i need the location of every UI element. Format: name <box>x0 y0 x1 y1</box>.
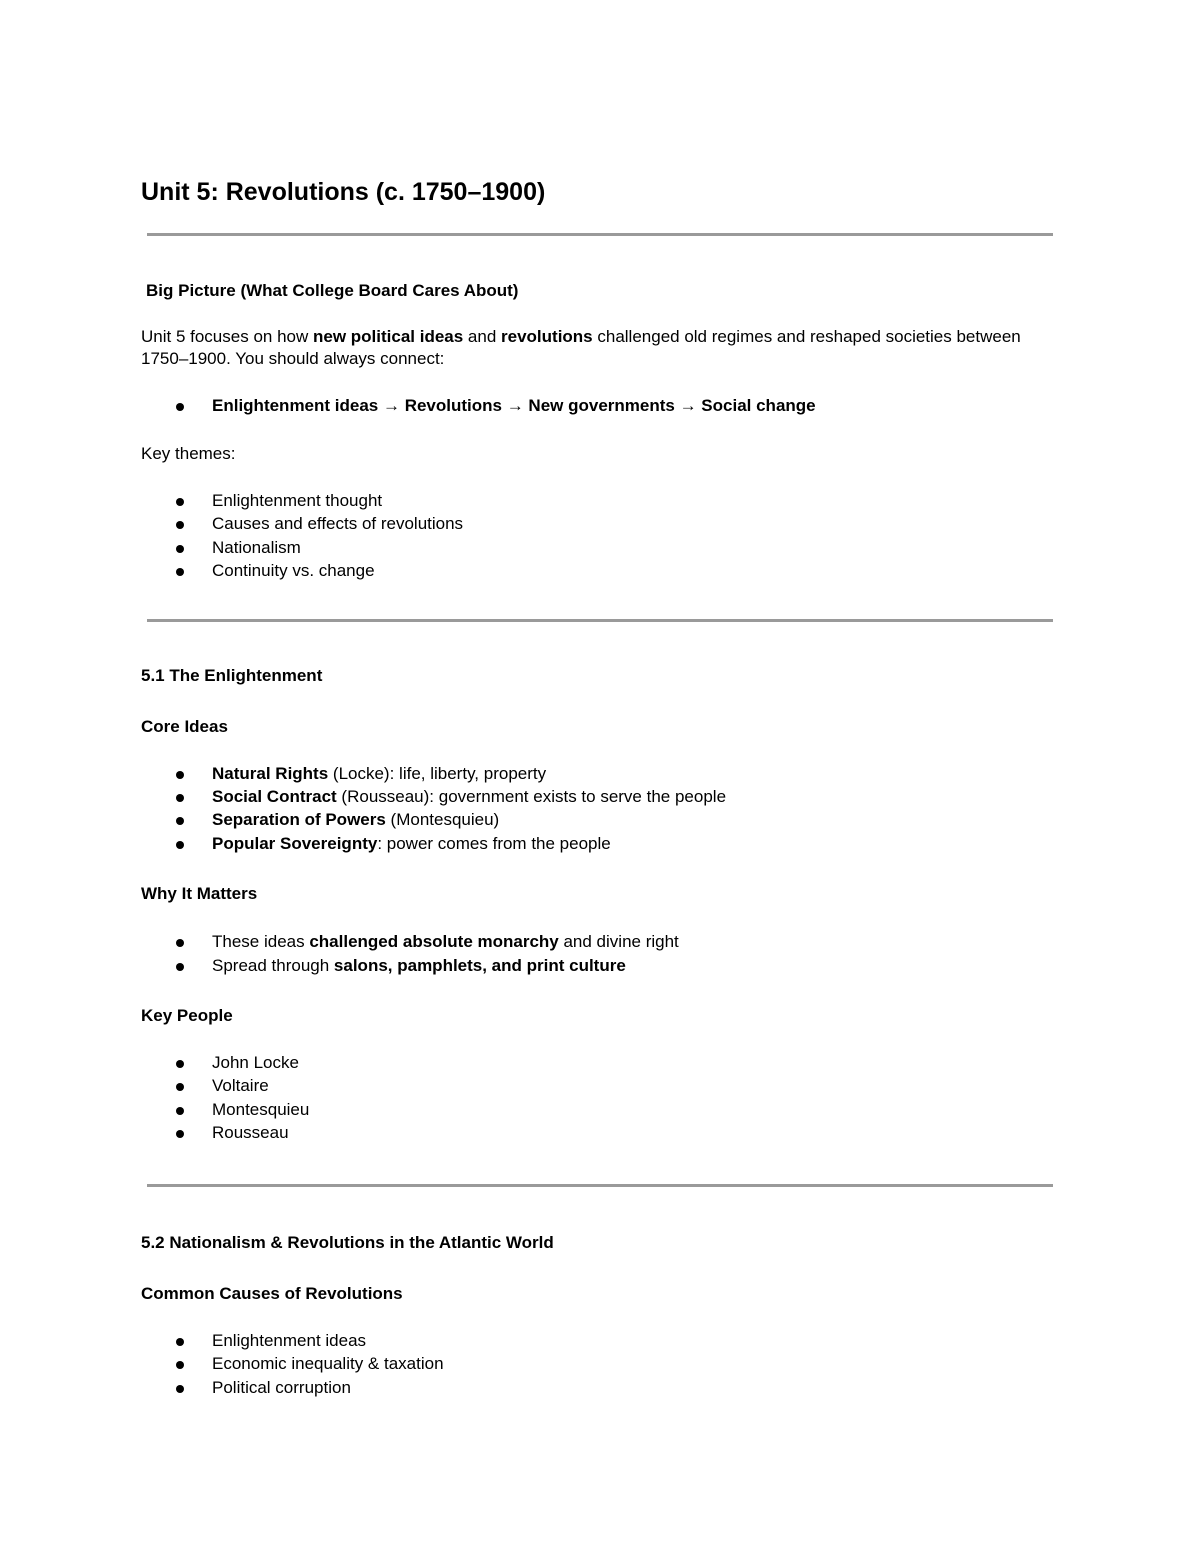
bullet-icon <box>176 794 184 802</box>
core-idea <box>212 833 611 855</box>
bullet-icon <box>176 545 184 553</box>
revolution-cause: Economic inequality & taxation <box>212 1354 444 1373</box>
bullet-icon <box>176 817 184 825</box>
bullet-icon <box>176 403 184 411</box>
core-idea-detail: (Rousseau): government exists to serve the people <box>336 787 727 806</box>
bullet-icon <box>176 568 184 576</box>
why-item <box>212 955 626 977</box>
core-idea-term: Popular Sovereignty <box>212 834 378 853</box>
core-idea-term: Social Contract <box>212 787 337 806</box>
intro-text: challenged old regimes and reshaped societies between <box>592 327 1021 346</box>
key-person: Rousseau <box>212 1123 289 1142</box>
intro-paragraph-line-1 <box>141 326 1021 348</box>
key-theme: Enlightenment thought <box>212 491 383 510</box>
bullet-icon <box>176 1130 184 1138</box>
bullet-icon <box>176 1083 184 1091</box>
core-idea <box>212 763 546 785</box>
bullet-icon <box>176 1338 184 1346</box>
bullet-icon <box>176 1361 184 1369</box>
why-it-matters-heading: Why It Matters <box>141 884 258 903</box>
key-people-heading: Key People <box>141 1006 233 1025</box>
revolution-cause: Political corruption <box>212 1378 351 1397</box>
bullet-icon <box>176 1385 184 1393</box>
core-ideas-heading: Core Ideas <box>141 717 228 736</box>
intro-paragraph-line-2: 1750–1900. You should always connect: <box>141 349 445 368</box>
core-idea-term: Separation of Powers <box>212 810 386 829</box>
core-idea-term: Natural Rights <box>212 764 329 783</box>
core-idea-detail: (Montesquieu) <box>385 810 500 829</box>
horizontal-rule <box>147 233 1053 236</box>
intro-text: Unit 5 focuses on how <box>141 327 313 346</box>
key-theme: Continuity vs. change <box>212 561 375 580</box>
bullet-icon <box>176 521 184 529</box>
bullet-icon <box>176 498 184 506</box>
key-person: Montesquieu <box>212 1100 310 1119</box>
bullet-icon <box>176 939 184 947</box>
bullet-icon <box>176 841 184 849</box>
intro-text: and <box>463 327 502 346</box>
why-item <box>212 931 679 953</box>
why-bold: salons, pamphlets, and print culture <box>333 956 626 975</box>
connect-chain: Enlightenment ideas → Revolutions → New governments → Social change <box>212 396 816 415</box>
key-themes-label: Key themes: <box>141 444 236 463</box>
key-person: Voltaire <box>212 1076 269 1095</box>
bullet-icon <box>176 963 184 971</box>
core-idea-detail: (Locke): life, liberty, property <box>328 764 547 783</box>
big-picture-heading: Big Picture (What College Board Cares About) <box>146 281 519 300</box>
intro-bold-revolutions: revolutions <box>501 327 593 346</box>
revolution-cause: Enlightenment ideas <box>212 1331 367 1350</box>
core-idea <box>212 786 726 808</box>
bullet-icon <box>176 771 184 779</box>
common-causes-heading: Common Causes of Revolutions <box>141 1284 403 1303</box>
key-theme: Causes and effects of revolutions <box>212 514 464 533</box>
key-theme: Nationalism <box>212 538 301 557</box>
why-text: These ideas <box>212 932 310 951</box>
why-text: and divine right <box>558 932 679 951</box>
core-idea <box>212 809 499 831</box>
section-5-1-heading: 5.1 The Enlightenment <box>141 666 323 685</box>
key-person: John Locke <box>212 1053 299 1072</box>
bullet-icon <box>176 1107 184 1115</box>
page-title: Unit 5: Revolutions (c. 1750–1900) <box>141 178 546 206</box>
core-idea-detail: : power comes from the people <box>377 834 611 853</box>
horizontal-rule <box>147 1184 1053 1187</box>
intro-bold-ideas: new political ideas <box>312 327 464 346</box>
horizontal-rule <box>147 619 1053 622</box>
bullet-icon <box>176 1060 184 1068</box>
section-5-2-heading: 5.2 Nationalism & Revolutions in the Atlantic World <box>141 1233 554 1252</box>
why-bold: challenged absolute monarchy <box>309 932 559 951</box>
why-text: Spread through <box>212 956 334 975</box>
